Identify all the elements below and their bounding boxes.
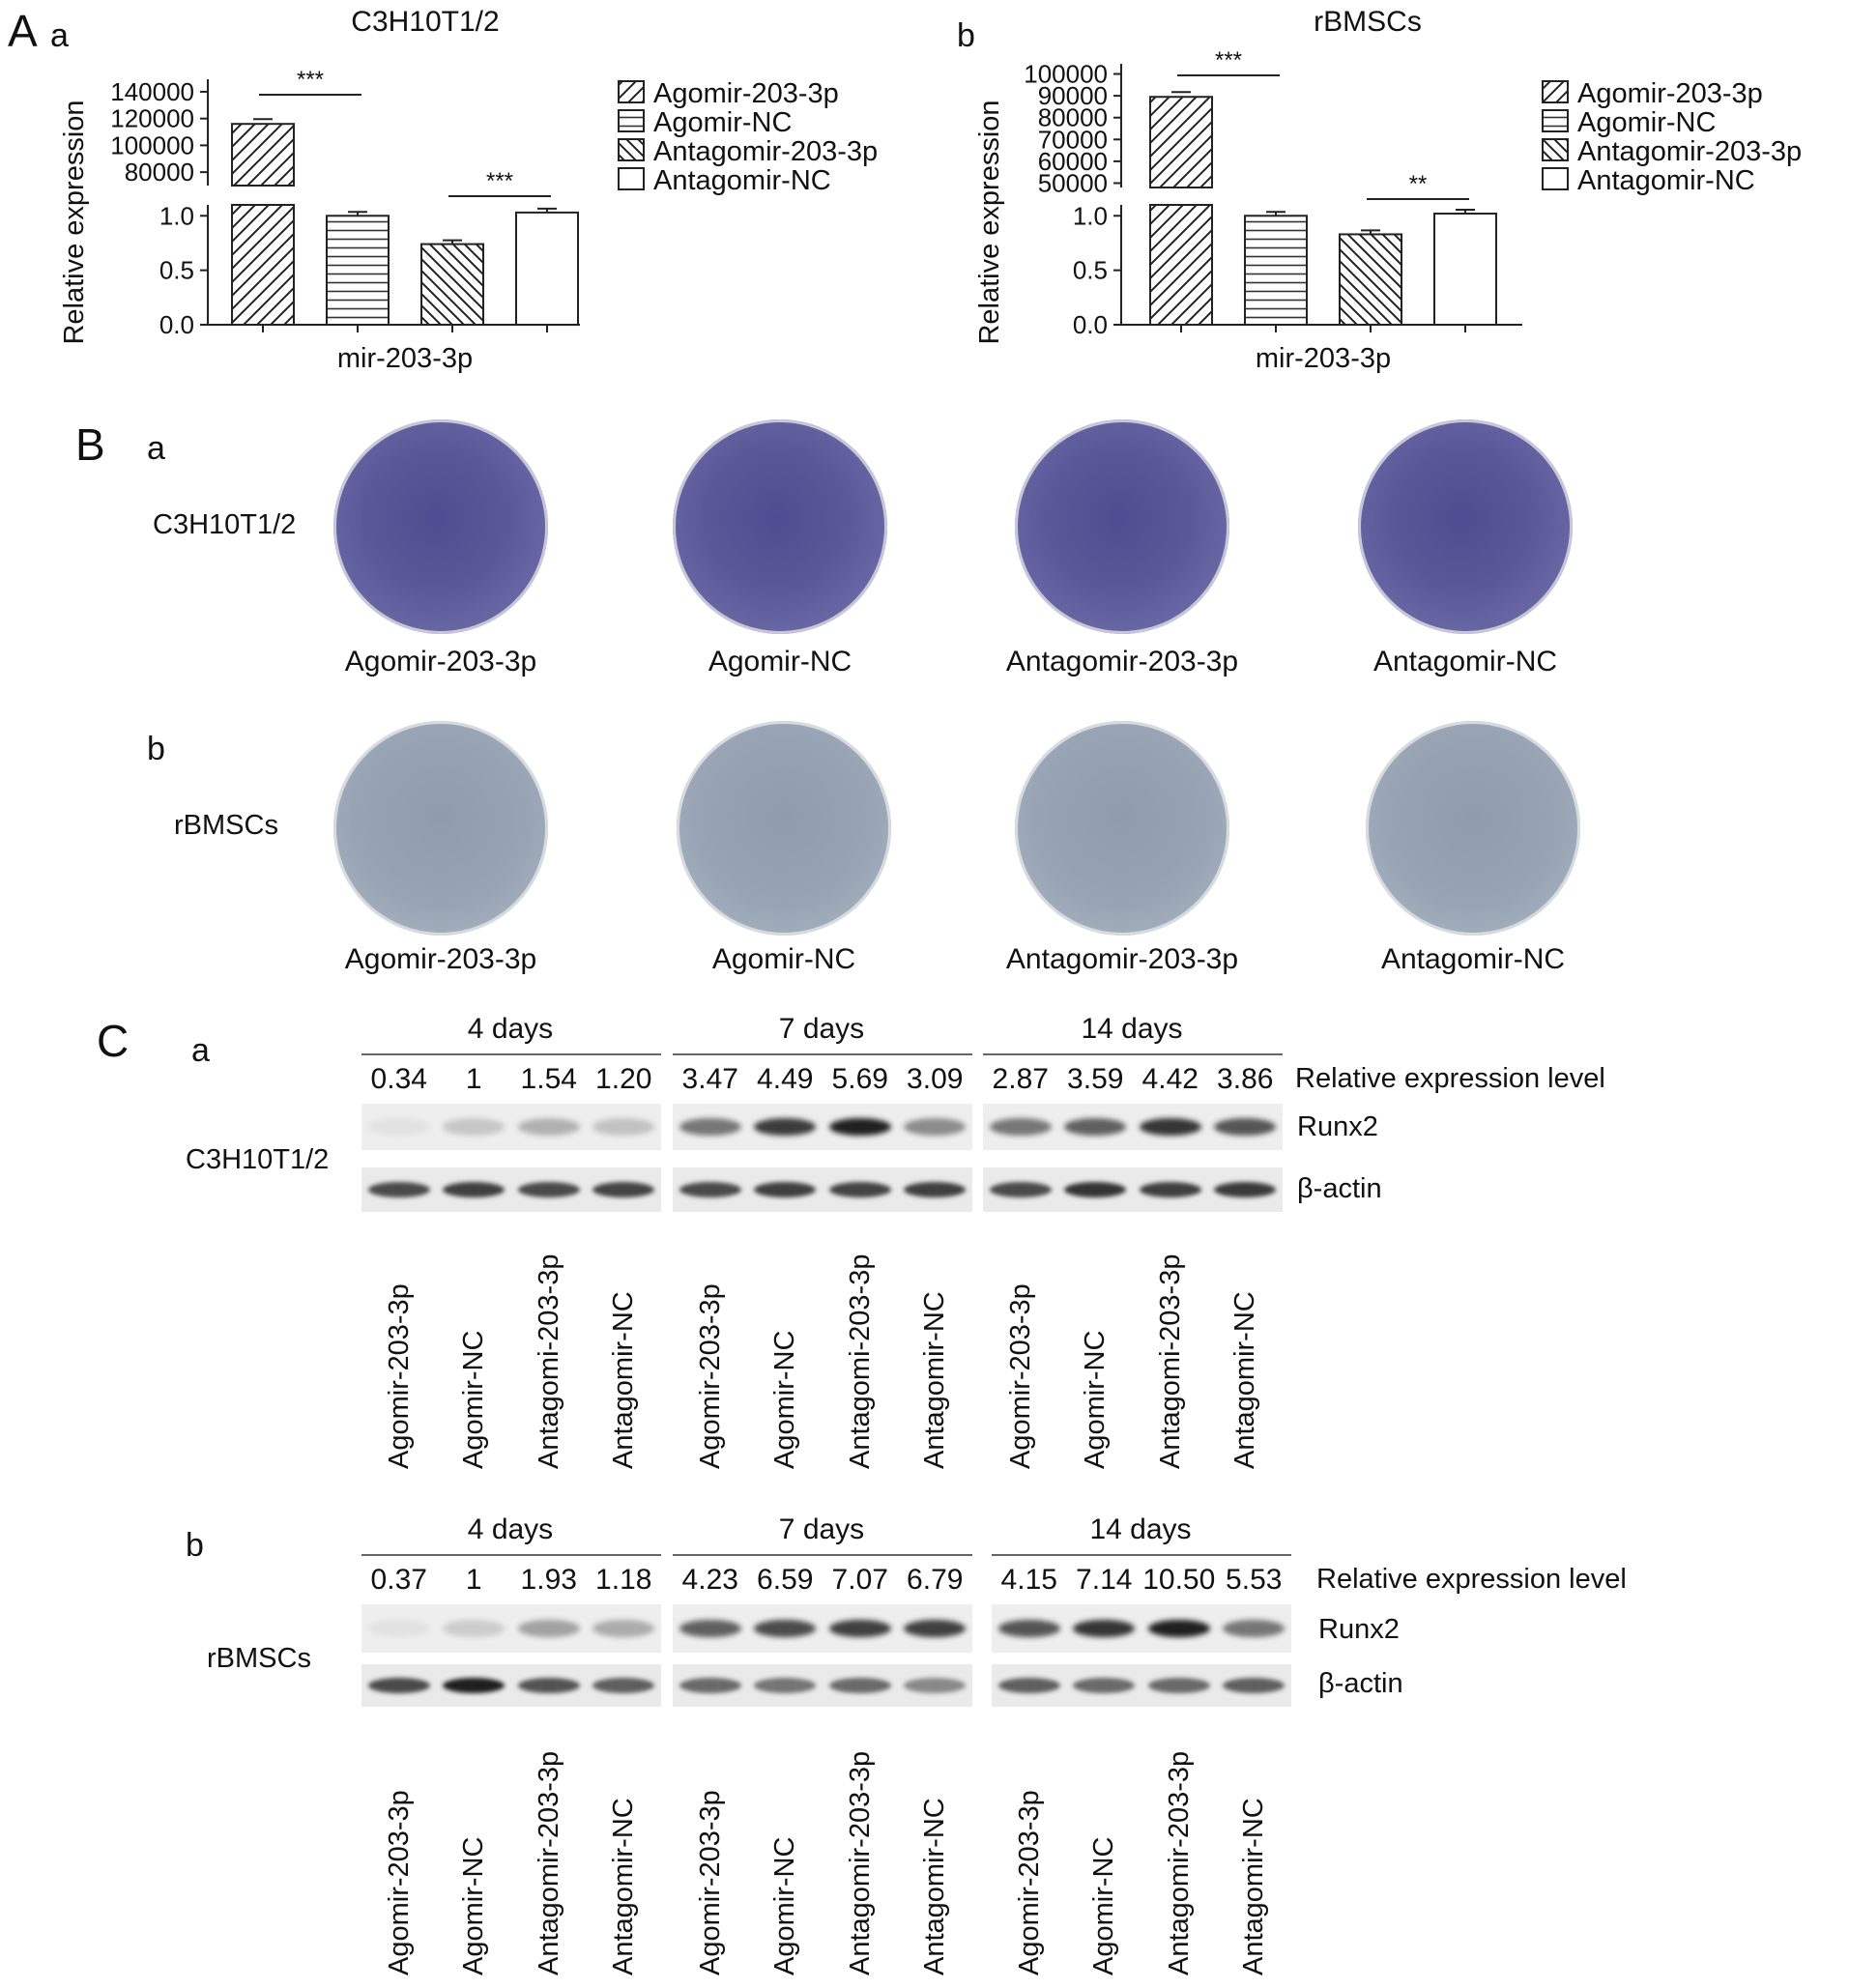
actin-band <box>1140 1182 1201 1197</box>
legend-swatch <box>1543 81 1568 102</box>
runx2-blot-strip <box>361 1604 661 1653</box>
bar-chart-rbmscs <box>928 0 1849 387</box>
relative-expression-value: 4.42 <box>1141 1063 1199 1095</box>
relative-expression-value: 4.49 <box>757 1063 814 1095</box>
timepoint-label: 14 days <box>1089 1513 1192 1545</box>
legend-swatch <box>619 110 644 131</box>
actin-band <box>368 1678 430 1693</box>
dish-label: Antagomir-203-3p <box>1005 646 1239 677</box>
actin-label: β-actin <box>1318 1668 1403 1699</box>
actin-band <box>1214 1182 1276 1197</box>
panel-b-letter: B <box>75 419 105 470</box>
bar-upper <box>1150 97 1212 187</box>
runx2-blot-strip <box>673 1104 972 1150</box>
runx2-band <box>904 1620 966 1637</box>
lane-label: Antagomi-203-3p <box>844 1253 876 1469</box>
lane-label: Antagomir-NC <box>1229 1291 1261 1469</box>
lane-label: Agomir-203-3p <box>1013 1790 1045 1975</box>
stained-dish <box>1015 721 1229 936</box>
significance-stars: *** <box>1214 47 1243 73</box>
actin-label: β-actin <box>1297 1173 1382 1204</box>
legend-label: Agomir-NC <box>653 107 793 138</box>
lane-label: Antagomir-203-3p <box>1163 1750 1195 1975</box>
stained-dish <box>1015 419 1229 634</box>
runx2-band <box>368 1118 430 1136</box>
actin-band <box>1064 1182 1126 1197</box>
y-tick-label: 140000 <box>110 76 194 106</box>
y-tick-label: 80000 <box>124 158 194 187</box>
actin-band <box>829 1678 891 1693</box>
runx2-band <box>829 1620 891 1637</box>
runx2-band <box>592 1118 654 1136</box>
bar <box>327 216 389 325</box>
x-axis-label: mir-203-3p <box>336 343 474 374</box>
runx2-blot-strip <box>361 1104 661 1150</box>
y-tick-label: 1.0 <box>1072 201 1108 231</box>
y-tick-label: 70000 <box>1037 125 1108 155</box>
bar <box>1245 216 1307 325</box>
timepoint-label: 4 days <box>467 1013 554 1045</box>
actin-band <box>592 1182 654 1197</box>
actin-band <box>1073 1678 1135 1693</box>
bar-chart-c3h10t1-2 <box>0 0 928 387</box>
stained-dish <box>1358 419 1573 634</box>
runx2-band <box>368 1620 430 1637</box>
relative-expression-value: 10.50 <box>1142 1564 1216 1596</box>
relative-expression-value: 4.15 <box>1000 1564 1057 1596</box>
significance-stars: ** <box>1408 171 1428 197</box>
y-tick-label: 50000 <box>1037 168 1108 198</box>
actin-band <box>679 1678 741 1693</box>
runx2-band <box>998 1620 1060 1637</box>
bar-upper <box>232 124 294 186</box>
panel-b-row-label-rbmscs: rBMSCs <box>174 810 278 841</box>
actin-band <box>754 1678 816 1693</box>
panel-a-letter: A <box>8 6 38 56</box>
relative-expression-value: 7.14 <box>1076 1564 1133 1596</box>
legend-label: Antagomir-203-3p <box>653 136 879 167</box>
lane-label: Antagomir-NC <box>919 1291 951 1469</box>
relative-expression-value: 1.54 <box>520 1063 577 1095</box>
dish-label: Agomir-NC <box>711 943 856 975</box>
panel-b-sub-b: b <box>147 731 165 767</box>
y-tick-label: 90000 <box>1037 81 1108 111</box>
timepoint-label: 4 days <box>467 1513 554 1545</box>
actin-band <box>998 1678 1060 1693</box>
legend-swatch <box>619 81 644 102</box>
lane-label: Antagomir-NC <box>1238 1798 1270 1975</box>
legend-label: Agomir-NC <box>1577 107 1717 138</box>
relative-expression-value: 1.93 <box>520 1564 577 1596</box>
runx2-blot-strip <box>673 1604 972 1653</box>
relative-expression-value: 3.47 <box>681 1063 738 1095</box>
runx2-band <box>679 1118 741 1136</box>
relative-expression-value: 5.69 <box>831 1063 888 1095</box>
relative-expression-value: 6.59 <box>757 1564 814 1596</box>
lane-label: Agomir-NC <box>1080 1330 1112 1469</box>
panel-a-sub-a: a <box>50 17 69 54</box>
actin-blot-strip <box>361 1664 661 1707</box>
runx2-blot-strip <box>992 1604 1291 1653</box>
legend-swatch <box>1543 110 1568 131</box>
actin-band <box>904 1182 966 1197</box>
runx2-band <box>904 1118 966 1136</box>
dish-label: Agomir-203-3p <box>344 646 537 677</box>
lane-label: Agomir-203-3p <box>383 1283 415 1469</box>
legend-label: Antagomir-NC <box>653 165 831 196</box>
relative-expression-label: Relative expression level <box>1295 1063 1605 1094</box>
y-tick-label: 0.5 <box>159 255 194 285</box>
runx2-band <box>679 1620 741 1637</box>
y-tick-label: 100000 <box>1024 59 1108 89</box>
runx2-band <box>1223 1620 1285 1637</box>
bar-lower <box>1150 205 1212 325</box>
runx2-band <box>754 1620 816 1637</box>
relative-expression-value: 3.59 <box>1067 1063 1124 1095</box>
y-tick-label: 1.0 <box>159 201 194 231</box>
y-tick-label: 0.5 <box>1072 255 1108 285</box>
x-axis-label: mir-203-3p <box>1255 343 1392 374</box>
lane-label: Antagomir-NC <box>919 1798 951 1975</box>
y-tick-label: 120000 <box>110 103 194 133</box>
stained-dish <box>1366 721 1580 936</box>
timepoint-bracket <box>673 1053 972 1055</box>
relative-expression-value: 1.20 <box>595 1063 652 1095</box>
actin-band <box>1148 1678 1210 1693</box>
stained-dish <box>333 419 548 634</box>
runx2-band <box>754 1118 816 1136</box>
bar <box>1340 234 1401 325</box>
runx2-band <box>990 1118 1052 1136</box>
actin-blot-strip <box>673 1167 972 1212</box>
timepoint-bracket <box>361 1053 661 1055</box>
runx2-band <box>518 1620 580 1637</box>
timepoint-label: 7 days <box>778 1013 865 1045</box>
actin-band <box>990 1182 1052 1197</box>
runx2-blot-strip <box>983 1104 1283 1150</box>
y-tick-label: 0.0 <box>159 310 194 339</box>
stained-dish <box>673 419 887 634</box>
relative-expression-value: 7.07 <box>831 1564 888 1596</box>
significance-stars: *** <box>485 168 514 194</box>
actin-band <box>679 1182 741 1197</box>
actin-band <box>1223 1678 1285 1693</box>
panel-c-sub-a: a <box>191 1032 210 1069</box>
relative-expression-value: 3.86 <box>1217 1063 1274 1095</box>
actin-band <box>829 1182 891 1197</box>
lane-label: Antagomir-203-3p <box>533 1750 564 1975</box>
stained-dish <box>677 721 891 936</box>
lane-label: Antagomir-NC <box>608 1291 640 1469</box>
lane-label: Agomir-203-3p <box>1004 1283 1036 1469</box>
runx2-band <box>1073 1620 1135 1637</box>
timepoint-bracket <box>673 1554 972 1556</box>
relative-expression-value: 5.53 <box>1226 1564 1283 1596</box>
actin-band <box>443 1678 505 1693</box>
runx2-band <box>1140 1118 1201 1136</box>
lane-label: Agomir-NC <box>769 1836 801 1975</box>
panel-a-sub-b: b <box>957 17 975 54</box>
timepoint-bracket <box>983 1053 1283 1055</box>
actin-band <box>368 1182 430 1197</box>
dish-label: Antagomir-203-3p <box>1005 943 1239 975</box>
runx2-band <box>443 1118 505 1136</box>
actin-band <box>904 1678 966 1693</box>
lane-label: Agomir-203-3p <box>383 1790 415 1975</box>
y-axis-label: Relative expression <box>59 100 90 345</box>
lane-label: Agomir-NC <box>769 1330 801 1469</box>
runx2-label: Runx2 <box>1318 1614 1400 1645</box>
actin-band <box>592 1678 654 1693</box>
panel-c-sub-b: b <box>186 1527 204 1564</box>
lane-label: Antagomi-203-3p <box>533 1253 564 1469</box>
runx2-band <box>443 1620 505 1637</box>
timepoint-bracket <box>992 1554 1291 1556</box>
lane-label: Agomir-NC <box>458 1836 490 1975</box>
legend-swatch <box>1543 139 1568 160</box>
y-tick-label: 0.0 <box>1072 310 1108 339</box>
timepoint-label: 14 days <box>1081 1013 1183 1045</box>
relative-expression-value: 6.79 <box>907 1564 964 1596</box>
lane-label: Agomir-203-3p <box>694 1790 726 1975</box>
y-tick-label: 80000 <box>1037 102 1108 132</box>
bar <box>516 213 578 325</box>
actin-band <box>443 1182 505 1197</box>
blot-a-cell-label: C3H10T1/2 <box>186 1144 330 1175</box>
runx2-band <box>1214 1118 1276 1136</box>
relative-expression-value: 2.87 <box>992 1063 1049 1095</box>
bar <box>1434 214 1496 325</box>
actin-band <box>518 1678 580 1693</box>
relative-expression-value: 1.18 <box>595 1564 652 1596</box>
axis-break <box>230 187 296 204</box>
panel-c-letter: C <box>97 1016 130 1066</box>
legend-swatch <box>1543 168 1568 189</box>
actin-band <box>518 1182 580 1197</box>
dish-label: Agomir-203-3p <box>344 943 537 975</box>
significance-stars: *** <box>296 67 325 93</box>
lane-label: Antagomir-203-3p <box>844 1750 876 1975</box>
legend-label: Agomir-203-3p <box>1577 78 1763 109</box>
relative-expression-value: 0.37 <box>370 1564 427 1596</box>
runx2-band <box>1148 1620 1210 1637</box>
chart-title: rBMSCs <box>1314 6 1422 38</box>
lane-label: Antagomir-NC <box>608 1798 640 1975</box>
relative-expression-value: 3.09 <box>907 1063 964 1095</box>
actin-blot-strip <box>992 1664 1291 1707</box>
y-axis-label: Relative expression <box>974 100 1005 345</box>
actin-blot-strip <box>361 1167 661 1212</box>
dish-label: Agomir-NC <box>708 646 852 677</box>
panel-b-sub-a: a <box>147 430 165 467</box>
lane-label: Agomir-NC <box>1088 1836 1120 1975</box>
actin-blot-strip <box>983 1167 1283 1212</box>
lane-label: Agomir-NC <box>458 1330 490 1469</box>
runx2-band <box>1064 1118 1126 1136</box>
relative-expression-value: 1 <box>465 1564 482 1596</box>
dish-label: Antagomir-NC <box>1372 646 1558 677</box>
stained-dish <box>333 721 548 936</box>
legend-swatch <box>619 168 644 189</box>
runx2-band <box>518 1118 580 1136</box>
y-tick-label: 100000 <box>110 130 194 160</box>
relative-expression-value: 4.23 <box>681 1564 738 1596</box>
legend-swatch <box>619 139 644 160</box>
legend-label: Antagomir-NC <box>1577 165 1755 196</box>
chart-title: C3H10T1/2 <box>351 6 500 38</box>
axis-break <box>1148 188 1214 204</box>
blot-b-cell-label: rBMSCs <box>207 1643 311 1674</box>
runx2-band <box>592 1620 654 1637</box>
timepoint-label: 7 days <box>778 1513 865 1545</box>
bar <box>421 245 483 325</box>
y-tick-label: 60000 <box>1037 146 1108 176</box>
relative-expression-value: 1 <box>465 1063 482 1095</box>
timepoint-bracket <box>361 1554 661 1556</box>
bar-lower <box>232 205 294 325</box>
legend-label: Antagomir-203-3p <box>1577 136 1803 167</box>
actin-band <box>754 1182 816 1197</box>
actin-blot-strip <box>673 1664 972 1707</box>
runx2-band <box>829 1118 891 1136</box>
lane-label: Agomir-203-3p <box>694 1283 726 1469</box>
relative-expression-label: Relative expression level <box>1316 1564 1627 1595</box>
lane-label: Antagomi-203-3p <box>1154 1253 1186 1469</box>
relative-expression-value: 0.34 <box>370 1063 427 1095</box>
legend-label: Agomir-203-3p <box>653 78 839 109</box>
panel-b-row-label-c3h10t1-2: C3H10T1/2 <box>153 509 297 540</box>
runx2-label: Runx2 <box>1297 1111 1378 1142</box>
dish-label: Antagomir-NC <box>1380 943 1566 975</box>
